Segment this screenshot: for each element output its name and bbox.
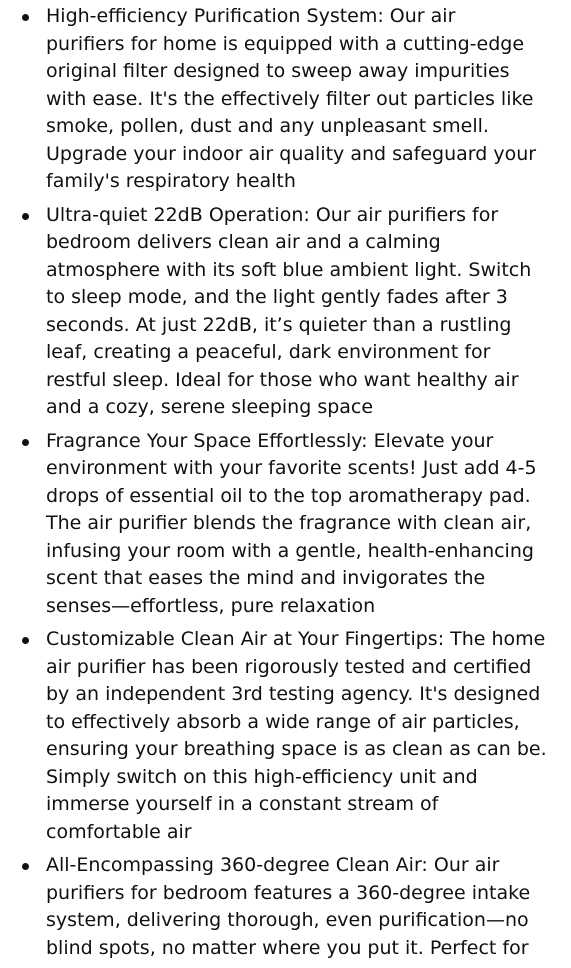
bullet-text-line: Upgrade your indoor air quality and safeguard your <box>46 142 537 165</box>
bullet-text-line: environment with your favorite scents! Just add 4-5 <box>46 457 537 479</box>
bullet-text-line: and a cozy, serene sleeping space <box>46 396 374 418</box>
bullet-text-line: leaf, creating a peaceful, dark environment for <box>46 341 491 363</box>
bullet-text-line: The air purifier blends the fragrance with clean air, <box>46 512 532 534</box>
bullet-text-line: to sleep mode, and the light gently fades after 3 <box>46 286 508 308</box>
bullet-text-line: family's respiratory health <box>46 170 296 192</box>
bullet-dot-icon <box>22 637 29 644</box>
bullet-text-line: High-efficiency Purification System: Our air <box>46 5 456 27</box>
bullet-text-line: infusing your room with a gentle, health-enhancing <box>46 539 534 562</box>
bullet-text-line: immerse yourself in a constant stream of <box>46 793 439 815</box>
bullet-text-line: drops of essential oil to the top aromatherapy pad. <box>46 484 531 507</box>
bullet-text-line: bedroom delivers clean air and a calming <box>46 231 441 253</box>
bullet-text-line: Customizable Clean Air at Your Fingertips: The home <box>46 628 546 650</box>
bullet-text-line: Fragrance Your Space Effortlessly: Elevate your <box>46 429 494 452</box>
bullet-text-line: purifiers for home is equipped with a cutting-edge <box>46 32 525 55</box>
bullet-text-line: All-Encompassing 360-degree Clean Air: Our air <box>46 854 500 876</box>
bullet-dot-icon <box>22 439 29 446</box>
feature-bullet-list <box>0 3 571 968</box>
bullet-text-line: air purifier has been rigorously tested and certified <box>46 655 532 678</box>
bullet-text-line: blind spots, no matter where you put it. Perfect for <box>46 936 529 959</box>
bullet-text-line: system, delivering thorough, even purification—no <box>46 909 529 931</box>
bullet-text-line: Simply switch on this high-efficiency unit and <box>46 765 478 788</box>
bullet-dot-icon <box>22 213 29 220</box>
bullet-text-line: scent that eases the mind and invigorates the <box>46 567 486 589</box>
bullet-dot-icon <box>22 14 29 21</box>
bullet-dot-icon <box>22 863 29 870</box>
bullet-text-line: to effectively absorb a wide range of air particles, <box>46 710 520 733</box>
bullet-text-line: atmosphere with its soft blue ambient light. Switch <box>46 258 532 281</box>
bullet-text-line: purifiers for bedroom features a 360-degree intake <box>46 881 531 904</box>
bullet-text-line: Ultra-quiet 22dB Operation: Our air purifiers for <box>46 203 499 226</box>
feature-bullet <box>0 626 571 846</box>
bullet-text-line: original filter designed to sweep away impurities <box>46 60 510 82</box>
bullet-text-line: restful sleep. Ideal for those who want healthy air <box>46 368 519 391</box>
feature-bullet <box>0 3 571 196</box>
feature-bullet <box>0 852 571 962</box>
bullet-text-line: ensuring your breathing space is as clean as can be. <box>46 738 547 760</box>
bullet-text-line: with ease. It's the effectively filter out particles like <box>46 87 534 110</box>
bullet-text-line: smoke, pollen, dust and any unpleasant smell. <box>46 115 489 137</box>
bullet-text-line: by an independent 3rd testing agency. It's designed <box>46 683 541 705</box>
bullet-text-line: seconds. At just 22dB, it’s quieter than a rustling <box>46 313 512 336</box>
feature-bullet <box>0 202 571 422</box>
bullet-text-line: comfortable air <box>46 820 192 843</box>
feature-bullet <box>0 428 571 621</box>
bullet-text-line: senses—effortless, pure relaxation <box>46 594 376 617</box>
